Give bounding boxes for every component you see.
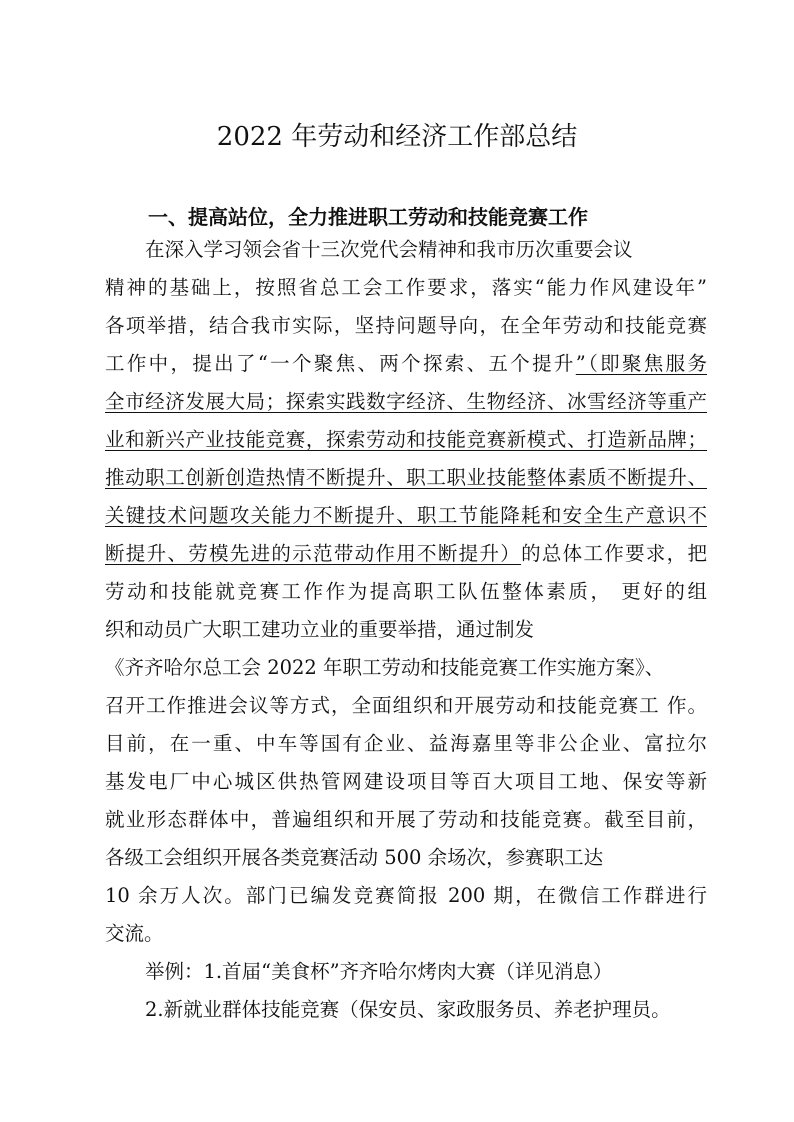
underlined-text: 业和新兴产业技能竞赛，探索劳动和技能竞赛新模式、打造新品牌； bbox=[105, 428, 707, 451]
line-text: 精神的基础上，按照省总工会工作要求，落实“能力作风建设年” bbox=[105, 276, 707, 299]
underlined-text: 全市经济发展大局；探索实践数字经济、生物经济、冰雪经济等重产 bbox=[105, 390, 707, 413]
paragraph-line bbox=[105, 770, 707, 794]
line-text: 2.新就业群体技能竞赛（保安员、家政服务员、养老护理员。 bbox=[145, 998, 671, 1021]
line-text: 10 余万人次。部门已编发竞赛简报 200 期，在微信工作群进行 bbox=[105, 884, 707, 907]
paragraph-line bbox=[105, 694, 707, 718]
paragraph-line bbox=[105, 276, 707, 300]
section-heading: 一、提高站位，全力推进职工劳动和技能竞赛工作 bbox=[148, 205, 588, 229]
underlined-text: 关键技术问题攻关能力不断提升、职工节能降耗和安全生产意识不 bbox=[105, 504, 707, 527]
line-text: 召开工作推进会议等方式，全面组织和开展劳动和技能竞赛工 作。 bbox=[105, 694, 707, 717]
line-text: 目前，在一重、中车等国有企业、益海嘉里等非公企业、富拉尔 bbox=[105, 732, 707, 755]
paragraph-line bbox=[105, 656, 707, 680]
underlined-text: ”（即聚焦服务 bbox=[575, 352, 707, 375]
line-text: 《齐齐哈尔总工会 2022 年职工劳动和技能竞赛工作实施方案》、 bbox=[105, 656, 665, 679]
paragraph-line bbox=[105, 618, 707, 642]
paragraph-line bbox=[105, 732, 707, 756]
line-text: 各级工会组织开展各类竞赛活动 500 余场次，参赛职工达 bbox=[105, 846, 604, 869]
document-title: 2022 年劳动和经济工作部总结 bbox=[216, 122, 578, 152]
paragraph-line bbox=[105, 808, 707, 832]
paragraph-line bbox=[105, 922, 707, 946]
line-text: 在深入学习领会省十三次党代会精神和我市历次重要会议 bbox=[145, 238, 633, 261]
paragraph-line bbox=[105, 580, 707, 604]
paragraph-line bbox=[145, 960, 707, 984]
line-text: 交流。 bbox=[105, 922, 164, 945]
paragraph-line bbox=[105, 884, 707, 908]
line-text: 劳动和技能就竞赛工作作为提高职工队伍整体素质， 更好的组 bbox=[105, 580, 707, 603]
paragraph-line bbox=[105, 314, 707, 338]
paragraph-line bbox=[145, 998, 707, 1022]
line-text: 就业形态群体中，普遍组织和开展了劳动和技能竞赛。截至目前， bbox=[105, 808, 707, 831]
paragraph-line bbox=[145, 238, 707, 262]
paragraph-line bbox=[105, 504, 707, 528]
line-text: 举例：1.首届“美食杯”齐齐哈尔烤肉大赛（详见消息） bbox=[145, 960, 613, 983]
line-text: 工作中，提出了“一个聚焦、两个探索、五个提升 bbox=[105, 352, 576, 375]
underlined-text: 推动职工创新创造热情不断提升、职工职业技能整体素质不断提升、 bbox=[105, 466, 707, 489]
paragraph-line bbox=[105, 428, 707, 452]
paragraph-line bbox=[105, 542, 707, 566]
paragraph-line bbox=[105, 846, 707, 870]
paragraph-line bbox=[105, 390, 707, 414]
paragraph-line bbox=[105, 466, 707, 490]
line-text: 基发电厂中心城区供热管网建设项目等百大项目工地、保安等新 bbox=[105, 770, 707, 793]
paragraph-line bbox=[105, 352, 707, 376]
underlined-text: 断提升、劳模先进的示范带动作用不断提升） bbox=[105, 542, 522, 565]
line-text: 织和动员广大职工建功立业的重要举措，通过制发 bbox=[105, 618, 535, 641]
line-text: 各项举措，结合我市实际，坚持问题导向，在全年劳动和技能竞赛 bbox=[105, 314, 707, 337]
line-text: 的总体工作要求，把 bbox=[521, 542, 707, 565]
